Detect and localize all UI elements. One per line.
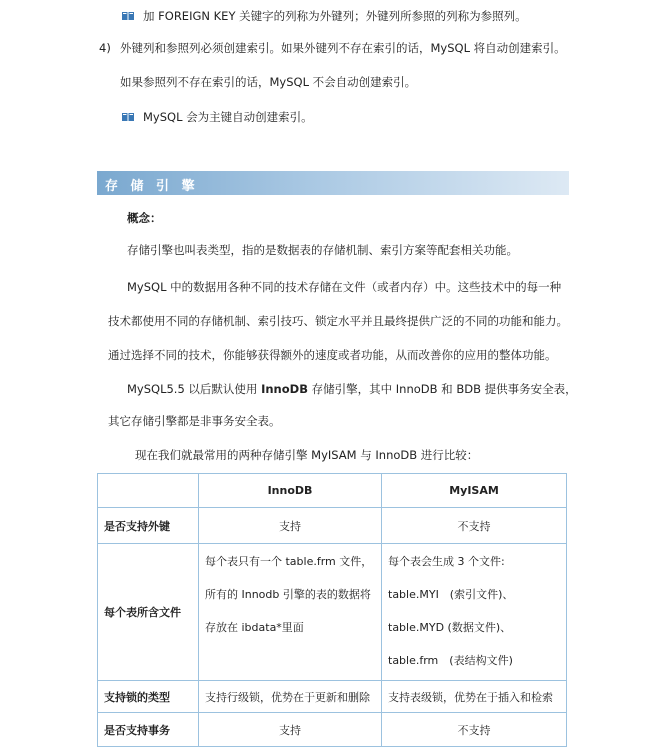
note-foreign-key: 加 FOREIGN KEY 关键字的列称为外键列；外键列所参照的列称为参照列。 bbox=[143, 9, 527, 23]
p3-innodb: InnoDB bbox=[261, 382, 308, 396]
table-row bbox=[98, 544, 567, 681]
p3-post: 存储引擎，其中 InnoDB 和 BDB 提供事务安全表， bbox=[307, 382, 577, 396]
row-myisam: 不支持 bbox=[382, 508, 567, 544]
row-myisam: 不支持 bbox=[382, 713, 567, 747]
item-number: 4) bbox=[99, 41, 111, 55]
section-header-bar bbox=[97, 171, 569, 195]
note-primary-key: MySQL 会为主键自动创建索引。 bbox=[143, 110, 313, 124]
table-row bbox=[98, 508, 567, 544]
item4-line2: 如果参照列不存在索引的话，MySQL 不会自动创建索引。 bbox=[120, 75, 417, 89]
book-icon bbox=[122, 11, 134, 21]
innodb-file-line: 每个表只有一个 table.frm 文件， bbox=[205, 555, 373, 568]
paragraph-2-line2: 技术都使用不同的存储机制、索引技巧、锁定水平并且最终提供广泛的不同的功能和能力。 bbox=[108, 314, 568, 328]
row-label: 每个表所含文件 bbox=[98, 544, 199, 681]
table-row bbox=[98, 681, 567, 713]
row-myisam: 支持表级锁，优势在于插入和检索 bbox=[382, 681, 567, 713]
paragraph-1: 存储引擎也叫表类型，指的是数据表的存储机制、索引方案等配套相关功能。 bbox=[127, 243, 518, 257]
myisam-file-line: 每个表会生成 3 个文件: bbox=[388, 555, 505, 568]
header-cell-empty bbox=[98, 474, 199, 508]
row-innodb-files bbox=[199, 544, 382, 681]
paragraph-3-line2: 其它存储引擎都是非事务安全表。 bbox=[108, 414, 281, 428]
row-label: 是否支持事务 bbox=[98, 713, 199, 747]
innodb-file-line: 存放在 ibdata*里面 bbox=[205, 621, 304, 634]
paragraph-2-line1: MySQL 中的数据用各种不同的技术存储在文件（或者内存）中。这些技术中的每一种 bbox=[127, 280, 562, 294]
book-icon bbox=[122, 112, 134, 122]
compare-intro: 现在我们就最常用的两种存储引擎 MyISAM 与 InnoDB 进行比较： bbox=[135, 448, 479, 462]
table-row bbox=[98, 713, 567, 747]
row-innodb: 支持 bbox=[199, 713, 382, 747]
table-header-row bbox=[98, 474, 567, 508]
p3-pre: MySQL5.5 以后默认使用 bbox=[127, 382, 262, 396]
row-label: 是否支持外键 bbox=[98, 508, 199, 544]
section-title: 存 储 引 擎 bbox=[105, 179, 199, 194]
myisam-file-line: table.frm (表结构文件) bbox=[388, 654, 513, 667]
paragraph-3-line1 bbox=[127, 381, 577, 397]
myisam-file-line: table.MYI (索引文件)、 bbox=[388, 588, 514, 601]
header-innodb: InnoDB bbox=[199, 474, 382, 508]
paragraph-2-line3: 通过选择不同的技术，你能够获得额外的速度或者功能，从而改善你的应用的整体功能。 bbox=[108, 348, 557, 362]
concept-label: 概念： bbox=[127, 211, 162, 225]
myisam-file-line: table.MYD (数据文件)、 bbox=[388, 621, 512, 634]
header-myisam: MyISAM bbox=[382, 474, 567, 508]
row-label: 支持锁的类型 bbox=[98, 681, 199, 713]
row-myisam-files bbox=[382, 544, 567, 681]
innodb-file-line: 所有的 Innodb 引擎的表的数据将 bbox=[205, 588, 371, 601]
comparison-table bbox=[97, 473, 567, 747]
item4-line1: 外键列和参照列必须创建索引。如果外键列不存在索引的话，MySQL 将自动创建索引。 bbox=[120, 41, 566, 55]
row-innodb: 支持 bbox=[199, 508, 382, 544]
row-innodb: 支持行级锁，优势在于更新和删除 bbox=[199, 681, 382, 713]
